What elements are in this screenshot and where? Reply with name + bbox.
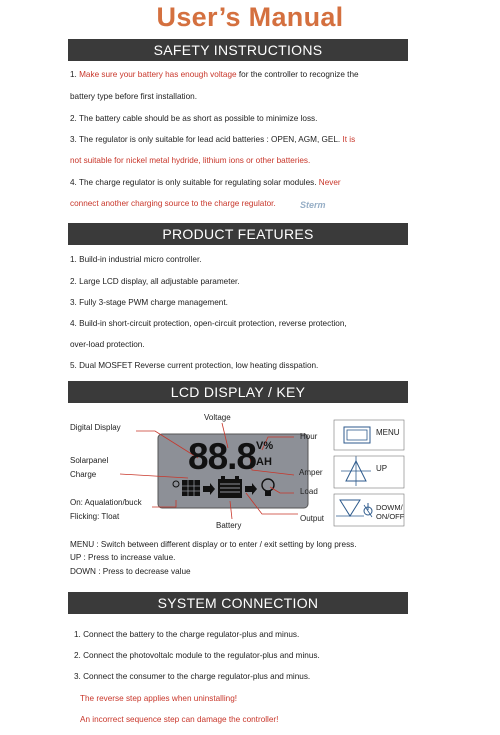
safety-line-5: not suitable for nickel metal hydride, lithium ions or other batteries. [70, 156, 311, 165]
feature-line: 3. Fully 3-stage PWM charge management. [70, 298, 228, 307]
key-label-up: UP [376, 464, 388, 473]
lcd-heading: LCD DISPLAY / KEY [68, 381, 408, 403]
key-desc-up: UP : Press to increase value. [70, 553, 176, 562]
lcd-unit-ah: AH [256, 456, 272, 468]
safety-line-1-rest: for the controller to recognize the [236, 70, 359, 79]
watermark-logo: Sterm [300, 200, 326, 210]
warning-uninstall: The reverse step applies when uninstalling! [80, 694, 238, 703]
label-voltage: Voltage [204, 413, 231, 422]
label-battery: Battery [216, 521, 242, 530]
key-desc-down: DOWN : Press to decrease value [70, 567, 191, 576]
safety-line-7: connect another charging source to the charge regulator. [70, 199, 276, 208]
features-heading: PRODUCT FEATURES [68, 223, 408, 245]
menu-key-icon [344, 427, 370, 443]
label-charge: Charge [70, 470, 97, 479]
feature-line: 2. Large LCD display, all adjustable parameter. [70, 277, 240, 286]
system-heading: SYSTEM CONNECTION [68, 592, 408, 614]
safety-heading: SAFETY INSTRUCTIONS [68, 39, 408, 61]
warning-sequence: An incorrect sequence step can damage the controller! [80, 715, 279, 724]
down-power-key-icon [336, 500, 372, 517]
battery-icon [218, 476, 242, 498]
label-output: Output [300, 514, 325, 523]
safety-line-4-text: 3. The regulator is only suitable for lead acid batteries : OPEN, AGM, GEL. [70, 135, 343, 144]
safety-line-6-warning: Never [318, 178, 341, 187]
feature-line: 1. Build-in industrial micro controller. [70, 255, 202, 264]
lcd-unit-volt-percent: V% [256, 440, 274, 452]
label-load: Load [300, 487, 318, 496]
safety-line-6-text: 4. The charge regulator is only suitable for regulating solar modules. [70, 178, 319, 187]
feature-line: 4. Build-in short-circuit protection, open-circuit protection, reverse protection, [70, 319, 347, 328]
feature-line: over-load protection. [70, 340, 145, 349]
system-line: 2. Connect the photovoltalc module to the regulator-plus and minus. [74, 651, 320, 660]
up-key-icon [341, 456, 371, 486]
safety-line-2: battery type before first installation. [70, 92, 197, 101]
label-on-aqualation: On: Aqualation/buck [70, 498, 142, 507]
label-solarpanel: Solarpanel [70, 456, 109, 465]
key-desc-menu: MENU : Switch between different display or to enter / exit setting by long press. [70, 540, 357, 549]
lcd-digits: 88.8 [188, 436, 257, 477]
safety-line-4-warning: It is [342, 135, 356, 144]
label-amper: Amper [299, 468, 323, 477]
up-key-frame [334, 456, 404, 488]
label-flicking: Flicking: Tloat [70, 512, 120, 521]
system-line: 1. Connect the battery to the charge regulator-plus and minus. [74, 630, 300, 639]
key-label-menu: MENU [376, 428, 400, 437]
page-title: User’s Manual [156, 2, 344, 32]
system-line: 3. Connect the consumer to the charge regulator-plus and minus. [74, 672, 311, 681]
safety-line-1-warning: Make sure your battery has enough voltage [79, 70, 237, 79]
label-digital-display: Digital Display [70, 423, 121, 432]
key-label-down: DOWM/ [376, 503, 403, 512]
safety-line-3: 2. The battery cable should be as short as possible to minimize loss. [70, 114, 318, 123]
feature-line: 5. Dual MOSFET Reverse current protection, low heating disspation. [70, 361, 319, 370]
label-hour: Hour [300, 432, 318, 441]
safety-line-1-num: 1. [70, 70, 80, 79]
key-label-onoff: ON/OFF [376, 512, 405, 521]
